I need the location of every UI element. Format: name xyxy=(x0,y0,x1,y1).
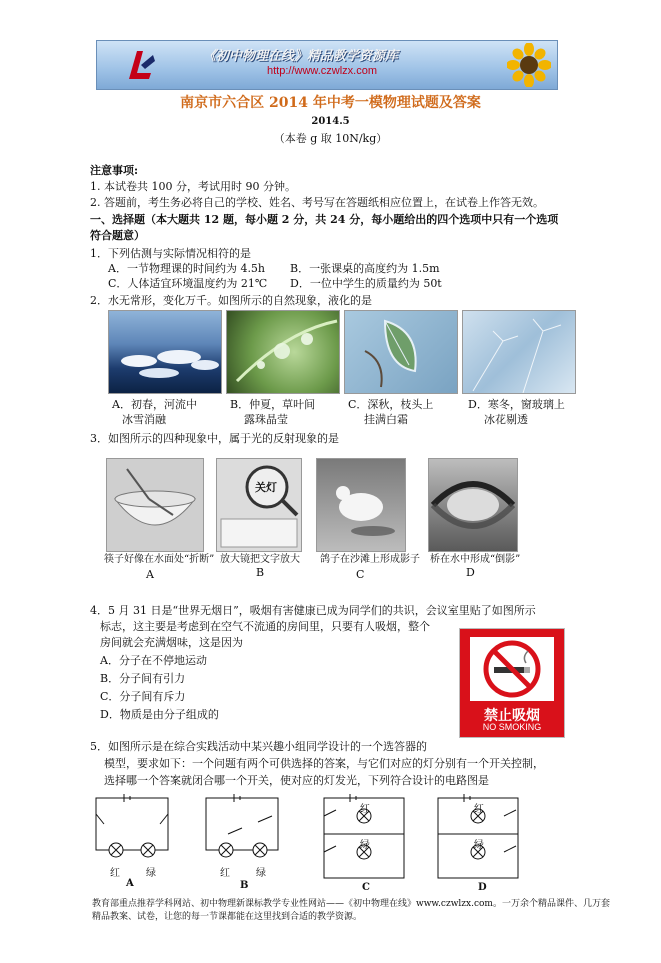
q4-option-b: B．分子间有引力 xyxy=(100,672,186,685)
exam-note: （本卷 g 取 10N/kg） xyxy=(273,132,388,145)
q4-option-c: C．分子间有斥力 xyxy=(100,690,186,703)
q2-stem: 2．水无常形，变化万千。如图所示的自然现象，液化的是 xyxy=(90,294,372,307)
q2-photo-c-frost xyxy=(344,310,458,394)
q3-photo-c-pigeon xyxy=(316,458,406,552)
q5-line-3: 选择哪一个答案就闭合哪一个开关，使对应的灯发光，下列符合设计的电路图是 xyxy=(104,774,489,787)
q5-label-b: B xyxy=(240,880,249,891)
q2-caption-d-line2: 冰花剔透 xyxy=(484,413,528,426)
q2-photo-d-window-frost xyxy=(462,310,576,394)
banner-title: 《初中物理在线》精品教学资源库 xyxy=(203,49,399,64)
q3-label-d: D xyxy=(466,566,475,579)
exam-date: 2014.5 xyxy=(311,116,350,127)
q5-a-red-label: 红 xyxy=(110,868,120,879)
q5-c-green-label: 绿 xyxy=(360,840,370,851)
q2-caption-a-line1: A．初春，河流中 xyxy=(112,398,197,411)
q5-b-red-label: 红 xyxy=(220,868,230,879)
notice-item-2: 2. 答题前，考生务必将自己的学校、姓名、考号写在答题纸相应位置上，在试卷上作答无效。 xyxy=(90,196,544,209)
q3-caption-b: 放大镜把文字放大 xyxy=(220,554,300,565)
q5-label-d: D xyxy=(478,882,487,893)
section-1-heading: 一、选择题（本大题共 12 题，每小题 2 分，共 24 分，每小题给出的四个选项中只有一个选项 xyxy=(90,213,559,226)
q2-caption-c-line2: 挂满白霜 xyxy=(364,413,408,426)
sign-text-cn: 禁止吸烟 xyxy=(484,708,540,724)
q4-line-1: 4．5 月 31 日是“世界无烟日”，吸烟有害健康已成为同学们的共识，会议室里贴了如图所示 xyxy=(90,604,536,617)
q2-caption-d-line1: D．寒冬，窗玻璃上 xyxy=(468,398,565,411)
q2-caption-b-line2: 露珠晶莹 xyxy=(244,413,288,426)
q5-circuit-diagrams xyxy=(88,790,608,900)
site-logo-icon xyxy=(123,45,159,83)
q3-label-a: A xyxy=(146,568,154,581)
no-smoking-sign xyxy=(459,628,565,738)
q3-stem: 3．如图所示的四种现象中，属于光的反射现象的是 xyxy=(90,432,339,445)
q2-photo-b-dew xyxy=(226,310,340,394)
q3-photo-d-bridge xyxy=(428,458,518,552)
q5-label-c: C xyxy=(362,882,370,893)
q5-line-2: 模型，要求如下：一个问题有两个可供选择的答案，与它们对应的灯分别有一个开关控制， xyxy=(104,757,544,770)
q3-photo-b-magnifier xyxy=(216,458,302,552)
q3-photo-a-chopsticks xyxy=(106,458,204,552)
sign-text-en: NO SMOKING xyxy=(482,722,542,732)
q3-switch-text: 关灯 xyxy=(255,481,277,494)
q1-option-a: A．一节物理课的时间约为 4.5h xyxy=(108,262,266,275)
q3-caption-a: 筷子好像在水面处“折断” xyxy=(104,554,215,565)
q5-a-green-label: 绿 xyxy=(146,868,156,879)
q3-caption-d: 桥在水中形成“倒影” xyxy=(430,554,521,565)
q1-option-b: B．一张课桌的高度约为 1.5m xyxy=(290,262,440,275)
q2-caption-a-line2: 冰雪消融 xyxy=(122,413,166,426)
q4-line-3: 房间就会充满烟味，这是因为 xyxy=(100,636,243,649)
q2-photo-a-melting-ice xyxy=(108,310,222,394)
q5-d-red-label: 红 xyxy=(474,804,484,815)
q5-line-1: 5．如图所示是在综合实践活动中某兴趣小组同学设计的一个选答器的 xyxy=(90,740,427,753)
q3-caption-c: 鸽子在沙滩上形成影子 xyxy=(320,554,420,565)
q4-option-a: A．分子在不停地运动 xyxy=(100,654,207,667)
q1-stem: 1．下列估测与实际情况相符的是 xyxy=(90,247,251,260)
banner-url[interactable]: http://www.czwlzx.com xyxy=(267,65,378,77)
page-footer: 教育部重点推荐学科网站、初中物理新课标教学专业性网站——《初中物理在线》www.czwlzx.com。一万余个精品课件、几万套精品教案、试卷，让您的每一节课都能在这里找到合适的教学资源。 xyxy=(92,899,610,922)
q2-caption-b-line1: B．仲夏，草叶间 xyxy=(230,398,316,411)
q5-label-a: A xyxy=(126,878,134,889)
notice-item-1: 1. 本试卷共 100 分，考试用时 90 分钟。 xyxy=(90,180,296,193)
q4-line-2: 标志，这主要是考虑到在空气不流通的房间里，只要有人吸烟，整个 xyxy=(100,620,430,633)
q1-option-d: D．一位中学生的质量约为 50t xyxy=(290,277,442,290)
q5-c-red-label: 红 xyxy=(360,804,370,815)
section-1-heading-cont: 符合题意） xyxy=(90,229,145,242)
site-banner xyxy=(96,40,558,90)
q4-option-d: D．物质是由分子组成的 xyxy=(100,708,219,721)
q1-option-c: C．人体适宜环境温度约为 21℃ xyxy=(108,277,268,290)
page-title: 南京市六合区 2014 年中考一模物理试题及答案 xyxy=(180,95,481,111)
notice-heading: 注意事项: xyxy=(90,164,139,177)
no-smoking-icon xyxy=(482,639,542,699)
q3-label-b: B xyxy=(256,566,265,579)
q5-b-green-label: 绿 xyxy=(256,868,266,879)
q2-caption-c-line1: C．深秋，枝头上 xyxy=(348,398,434,411)
q3-label-c: C xyxy=(356,568,365,581)
q5-d-green-label: 绿 xyxy=(474,840,484,851)
sunflower-icon xyxy=(507,43,551,87)
